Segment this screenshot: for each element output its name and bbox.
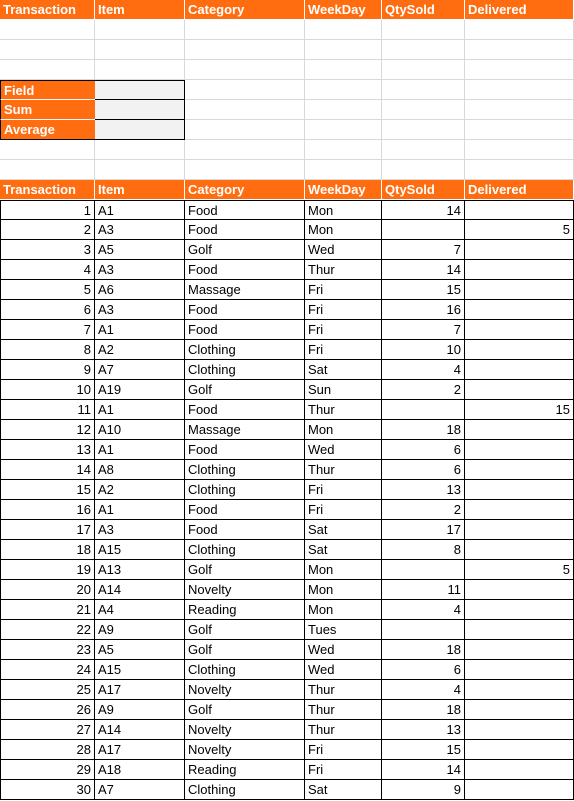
empty-cell[interactable] [305,40,382,60]
empty-cell[interactable] [185,100,305,120]
cell-item[interactable]: A15 [95,660,185,680]
cell-delivered[interactable] [465,420,574,440]
cell-delivered[interactable] [465,440,574,460]
empty-cell[interactable] [382,20,465,40]
cell-transaction[interactable]: 17 [0,520,95,540]
empty-cell[interactable] [95,60,185,80]
empty-cell[interactable] [185,140,305,160]
cell-delivered[interactable] [465,480,574,500]
empty-cell[interactable] [185,40,305,60]
cell-transaction[interactable]: 13 [0,440,95,460]
cell-transaction[interactable]: 2 [0,220,95,240]
cell-transaction[interactable]: 9 [0,360,95,380]
cell-item[interactable]: A6 [95,280,185,300]
empty-cell[interactable] [382,40,465,60]
empty-cell[interactable] [382,140,465,160]
cell-delivered[interactable] [465,760,574,780]
cell-qtysold[interactable]: 14 [382,200,465,220]
cell-delivered[interactable] [465,680,574,700]
cell-category[interactable]: Golf [185,240,305,260]
cell-weekday[interactable]: Mon [305,200,382,220]
cell-qtysold[interactable]: 7 [382,240,465,260]
cell-item[interactable]: A8 [95,460,185,480]
cell-qtysold[interactable]: 14 [382,760,465,780]
cell-delivered[interactable] [465,540,574,560]
cell-delivered[interactable] [465,660,574,680]
cell-delivered[interactable] [465,360,574,380]
cell-transaction[interactable]: 20 [0,580,95,600]
cell-weekday[interactable]: Mon [305,580,382,600]
cell-weekday[interactable]: Fri [305,340,382,360]
cell-delivered[interactable] [465,780,574,800]
cell-delivered[interactable] [465,340,574,360]
analysis-input-field[interactable] [95,80,185,100]
cell-item[interactable]: A5 [95,240,185,260]
cell-qtysold[interactable]: 10 [382,340,465,360]
cell-item[interactable]: A4 [95,600,185,620]
cell-weekday[interactable]: Sun [305,380,382,400]
empty-cell[interactable] [305,60,382,80]
cell-delivered[interactable] [465,260,574,280]
empty-cell[interactable] [465,160,574,180]
empty-cell[interactable] [185,160,305,180]
empty-cell[interactable] [0,160,95,180]
cell-qtysold[interactable]: 9 [382,780,465,800]
cell-weekday[interactable]: Thur [305,700,382,720]
cell-category[interactable]: Clothing [185,480,305,500]
empty-cell[interactable] [0,20,95,40]
cell-qtysold[interactable]: 13 [382,720,465,740]
cell-item[interactable]: A1 [95,400,185,420]
cell-item[interactable]: A1 [95,320,185,340]
empty-cell[interactable] [0,40,95,60]
cell-transaction[interactable]: 23 [0,640,95,660]
header-transaction[interactable]: Transaction [0,0,95,20]
empty-cell[interactable] [382,60,465,80]
cell-qtysold[interactable]: 6 [382,460,465,480]
cell-item[interactable]: A1 [95,200,185,220]
cell-item[interactable]: A14 [95,720,185,740]
analysis-input-sum[interactable] [95,100,185,120]
empty-cell[interactable] [465,120,574,140]
cell-transaction[interactable]: 15 [0,480,95,500]
table-header-weekday[interactable]: WeekDay [305,180,382,200]
cell-delivered[interactable] [465,600,574,620]
cell-transaction[interactable]: 14 [0,460,95,480]
empty-cell[interactable] [305,80,382,100]
cell-category[interactable]: Food [185,300,305,320]
cell-delivered[interactable] [465,300,574,320]
cell-weekday[interactable]: Mon [305,220,382,240]
cell-category[interactable]: Reading [185,760,305,780]
cell-category[interactable]: Golf [185,620,305,640]
empty-cell[interactable] [95,140,185,160]
cell-transaction[interactable]: 19 [0,560,95,580]
empty-cell[interactable] [382,120,465,140]
cell-item[interactable]: A14 [95,580,185,600]
cell-transaction[interactable]: 25 [0,680,95,700]
cell-qtysold[interactable]: 11 [382,580,465,600]
cell-category[interactable]: Golf [185,700,305,720]
cell-item[interactable]: A15 [95,540,185,560]
analysis-label-average: Average [0,120,95,140]
cell-qtysold[interactable]: 15 [382,280,465,300]
empty-cell[interactable] [185,120,305,140]
cell-qtysold[interactable] [382,400,465,420]
cell-transaction[interactable]: 21 [0,600,95,620]
cell-weekday[interactable]: Sat [305,780,382,800]
cell-delivered[interactable]: 15 [465,400,574,420]
cell-category[interactable]: Food [185,400,305,420]
cell-transaction[interactable]: 16 [0,500,95,520]
cell-weekday[interactable]: Sat [305,540,382,560]
cell-weekday[interactable]: Mon [305,420,382,440]
cell-category[interactable]: Clothing [185,460,305,480]
cell-delivered[interactable] [465,380,574,400]
cell-delivered[interactable] [465,720,574,740]
cell-qtysold[interactable]: 17 [382,520,465,540]
empty-cell[interactable] [185,80,305,100]
cell-category[interactable]: Clothing [185,660,305,680]
analysis-label-field: Field [0,80,95,100]
cell-category[interactable]: Clothing [185,360,305,380]
cell-transaction[interactable]: 30 [0,780,95,800]
cell-qtysold[interactable]: 2 [382,380,465,400]
cell-transaction[interactable]: 27 [0,720,95,740]
empty-cell[interactable] [465,100,574,120]
cell-item[interactable]: A9 [95,620,185,640]
cell-qtysold[interactable]: 4 [382,600,465,620]
header-item[interactable]: Item [95,0,185,20]
empty-cell[interactable] [305,160,382,180]
cell-item[interactable]: A3 [95,260,185,280]
cell-item[interactable]: A3 [95,520,185,540]
table-header-category[interactable]: Category [185,180,305,200]
cell-transaction[interactable]: 4 [0,260,95,280]
cell-category[interactable]: Food [185,200,305,220]
table-header-transaction[interactable]: Transaction [0,180,95,200]
cell-item[interactable]: A5 [95,640,185,660]
cell-category[interactable]: Food [185,520,305,540]
cell-category[interactable]: Novelty [185,720,305,740]
cell-delivered[interactable] [465,640,574,660]
cell-qtysold[interactable] [382,560,465,580]
cell-item[interactable]: A3 [95,300,185,320]
cell-transaction[interactable]: 10 [0,380,95,400]
table-header-delivered[interactable]: Delivered [465,180,574,200]
cell-item[interactable]: A1 [95,440,185,460]
cell-item[interactable]: A2 [95,480,185,500]
empty-cell[interactable] [0,60,95,80]
cell-delivered[interactable]: 5 [465,220,574,240]
cell-delivered[interactable] [465,500,574,520]
cell-qtysold[interactable] [382,220,465,240]
empty-cell[interactable] [95,40,185,60]
cell-item[interactable]: A17 [95,740,185,760]
empty-cell[interactable] [305,140,382,160]
cell-weekday[interactable]: Fri [305,500,382,520]
cell-transaction[interactable]: 24 [0,660,95,680]
cell-item[interactable]: A19 [95,380,185,400]
cell-category[interactable]: Food [185,440,305,460]
cell-transaction[interactable]: 28 [0,740,95,760]
cell-qtysold[interactable]: 6 [382,660,465,680]
empty-cell[interactable] [0,140,95,160]
cell-delivered[interactable] [465,320,574,340]
cell-qtysold[interactable]: 15 [382,740,465,760]
cell-weekday[interactable]: Thur [305,680,382,700]
header-category[interactable]: Category [185,0,305,20]
cell-delivered[interactable] [465,280,574,300]
cell-weekday[interactable]: Wed [305,640,382,660]
cell-weekday[interactable]: Fri [305,280,382,300]
cell-delivered[interactable] [465,580,574,600]
cell-weekday[interactable]: Thur [305,460,382,480]
cell-transaction[interactable]: 22 [0,620,95,640]
header-weekday[interactable]: WeekDay [305,0,382,20]
cell-delivered[interactable] [465,620,574,640]
cell-delivered[interactable] [465,240,574,260]
cell-transaction[interactable]: 11 [0,400,95,420]
cell-category[interactable]: Reading [185,600,305,620]
cell-item[interactable]: A18 [95,760,185,780]
empty-cell[interactable] [465,140,574,160]
empty-cell[interactable] [465,20,574,40]
empty-cell[interactable] [305,100,382,120]
cell-weekday[interactable]: Fri [305,480,382,500]
empty-cell[interactable] [465,80,574,100]
cell-category[interactable]: Golf [185,380,305,400]
cell-item[interactable]: A3 [95,220,185,240]
cell-item[interactable]: A10 [95,420,185,440]
empty-cell[interactable] [185,60,305,80]
empty-cell[interactable] [185,20,305,40]
cell-category[interactable]: Clothing [185,540,305,560]
cell-weekday[interactable]: Wed [305,660,382,680]
analysis-label-sum: Sum [0,100,95,120]
cell-delivered[interactable] [465,740,574,760]
cell-delivered[interactable] [465,200,574,220]
cell-qtysold[interactable]: 13 [382,480,465,500]
cell-qtysold[interactable]: 16 [382,300,465,320]
cell-qtysold[interactable]: 2 [382,500,465,520]
empty-cell[interactable] [465,40,574,60]
cell-transaction[interactable]: 18 [0,540,95,560]
header-qtysold[interactable]: QtySold [382,0,465,20]
cell-weekday[interactable]: Sat [305,360,382,380]
cell-transaction[interactable]: 6 [0,300,95,320]
cell-qtysold[interactable]: 8 [382,540,465,560]
cell-weekday[interactable]: Wed [305,240,382,260]
cell-transaction[interactable]: 5 [0,280,95,300]
empty-cell[interactable] [382,160,465,180]
cell-weekday[interactable]: Thur [305,260,382,280]
cell-qtysold[interactable]: 18 [382,640,465,660]
cell-delivered[interactable] [465,700,574,720]
cell-item[interactable]: A7 [95,360,185,380]
cell-weekday[interactable]: Wed [305,440,382,460]
cell-category[interactable]: Novelty [185,680,305,700]
cell-item[interactable]: A13 [95,560,185,580]
cell-item[interactable]: A9 [95,700,185,720]
analysis-input-average[interactable] [95,120,185,140]
cell-category[interactable]: Clothing [185,340,305,360]
empty-cell[interactable] [305,120,382,140]
cell-weekday[interactable]: Tues [305,620,382,640]
cell-qtysold[interactable]: 4 [382,680,465,700]
cell-item[interactable]: A7 [95,780,185,800]
cell-category[interactable]: Clothing [185,780,305,800]
cell-transaction[interactable]: 7 [0,320,95,340]
table-header-qtysold[interactable]: QtySold [382,180,465,200]
cell-qtysold[interactable] [382,620,465,640]
empty-cell[interactable] [95,20,185,40]
cell-qtysold[interactable]: 7 [382,320,465,340]
cell-category[interactable]: Food [185,320,305,340]
cell-weekday[interactable]: Thur [305,720,382,740]
cell-category[interactable]: Golf [185,560,305,580]
empty-cell[interactable] [95,160,185,180]
cell-qtysold[interactable]: 14 [382,260,465,280]
cell-category[interactable]: Food [185,260,305,280]
table-header-item[interactable]: Item [95,180,185,200]
cell-qtysold[interactable]: 4 [382,360,465,380]
cell-category[interactable]: Massage [185,420,305,440]
cell-delivered[interactable] [465,460,574,480]
cell-category[interactable]: Massage [185,280,305,300]
cell-qtysold[interactable]: 6 [382,440,465,460]
cell-weekday[interactable]: Fri [305,300,382,320]
cell-transaction[interactable]: 8 [0,340,95,360]
empty-cell[interactable] [382,100,465,120]
empty-cell[interactable] [305,20,382,40]
empty-cell[interactable] [465,60,574,80]
cell-qtysold[interactable]: 18 [382,420,465,440]
cell-category[interactable]: Golf [185,640,305,660]
cell-delivered[interactable]: 5 [465,560,574,580]
cell-item[interactable]: A17 [95,680,185,700]
cell-category[interactable]: Food [185,220,305,240]
cell-category[interactable]: Novelty [185,740,305,760]
empty-cell[interactable] [382,80,465,100]
cell-delivered[interactable] [465,520,574,540]
cell-category[interactable]: Novelty [185,580,305,600]
cell-qtysold[interactable]: 18 [382,700,465,720]
cell-weekday[interactable]: Fri [305,740,382,760]
cell-weekday[interactable]: Mon [305,600,382,620]
cell-transaction[interactable]: 29 [0,760,95,780]
cell-item[interactable]: A2 [95,340,185,360]
header-delivered[interactable]: Delivered [465,0,574,20]
cell-category[interactable]: Food [185,500,305,520]
cell-weekday[interactable]: Thur [305,400,382,420]
cell-item[interactable]: A1 [95,500,185,520]
cell-transaction[interactable]: 3 [0,240,95,260]
cell-transaction[interactable]: 26 [0,700,95,720]
cell-weekday[interactable]: Fri [305,320,382,340]
cell-weekday[interactable]: Mon [305,560,382,580]
cell-weekday[interactable]: Sat [305,520,382,540]
cell-transaction[interactable]: 12 [0,420,95,440]
cell-weekday[interactable]: Fri [305,760,382,780]
cell-transaction[interactable]: 1 [0,200,95,220]
